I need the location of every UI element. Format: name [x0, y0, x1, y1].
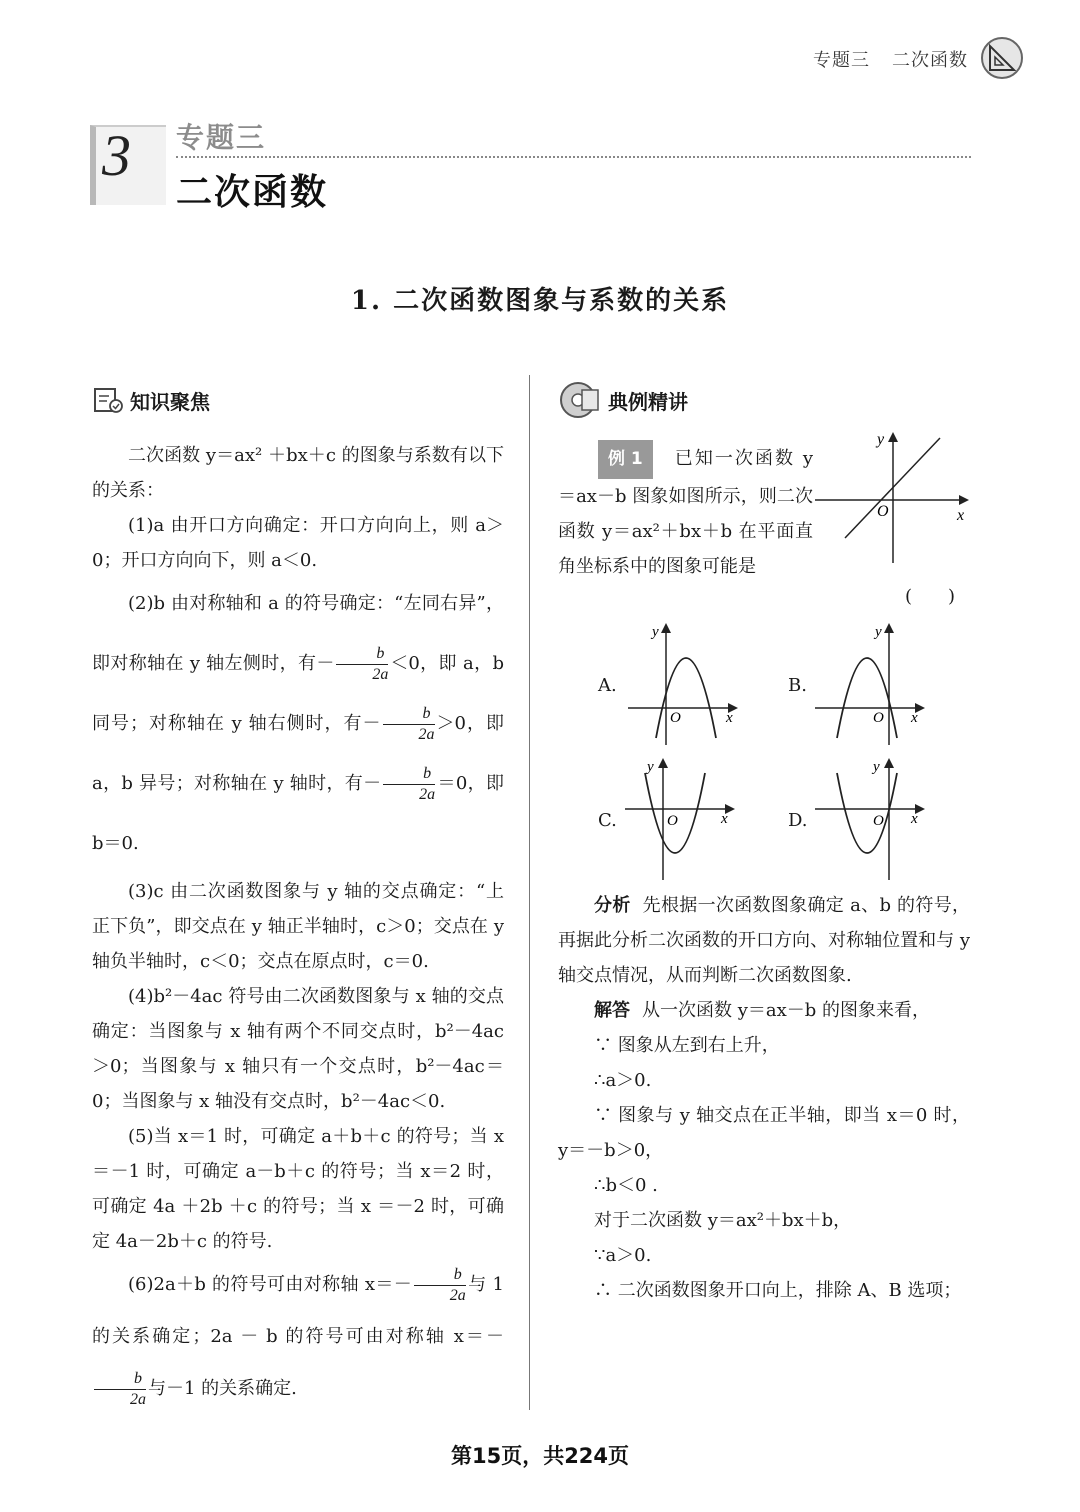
origin-label: O	[670, 710, 681, 726]
fraction-denominator: 2a	[418, 725, 435, 743]
fraction-b-over-2a	[414, 1267, 466, 1304]
solution-step: ∴b＜0 .	[594, 1175, 658, 1196]
chapter-number: 3	[102, 123, 131, 188]
example-1-question: 已知一次函数 y＝ax－b 图象如图所示，则二次函数 y＝ax²＋bx＋b 在平面直角坐标系中的图象可能是	[558, 448, 813, 577]
rule-6-part-a: (6)2a＋b 的符号可由对称轴 x＝－	[128, 1274, 412, 1295]
fraction-b-over-2a	[383, 766, 435, 803]
chapter-subtitle: 专题三	[176, 121, 267, 154]
fraction-denominator: 2a	[372, 665, 389, 683]
rule-3: (3)c 由二次函数图象与 y 轴的交点确定：“上正下负”，即交点在 y 轴正半轴时，c＞0；交点在 y 轴负半轴时，c＜0；交点在原点时，c＝0.	[92, 881, 504, 972]
analysis-label: 分析	[594, 895, 631, 916]
axis-y-label: y	[652, 624, 659, 640]
column-divider	[529, 375, 530, 1410]
axis-x-label: x	[911, 811, 918, 827]
fraction-numerator: b	[383, 706, 435, 725]
answer-blank: ( )	[905, 586, 956, 607]
option-d-label: D.	[788, 810, 808, 831]
running-header-title: 二次函数	[892, 50, 968, 71]
solution-step: ∵ 图象从左到右上升，	[594, 1035, 780, 1056]
solution-step: ∴ 二次函数图象开口向上，排除 A、B 选项；	[594, 1280, 962, 1301]
option-b-label: B.	[788, 675, 807, 696]
axis-y-label: y	[875, 624, 882, 640]
axis-x-label: x	[957, 507, 965, 524]
origin-label: O	[667, 813, 678, 829]
axis-x-label: x	[911, 710, 918, 726]
analysis-solution	[558, 888, 970, 1308]
solution-step: ∴a＞0.	[594, 1070, 652, 1091]
rule-2-part-c: ＞0，即 a，b 异号；对称轴在 y 轴时，有－	[92, 713, 504, 794]
option-a-label: A.	[598, 675, 617, 696]
chapter-divider	[176, 156, 971, 158]
origin-label: O	[873, 813, 884, 829]
origin-label: O	[873, 710, 884, 726]
solution-step: 对于二次函数 y＝ax²＋bx＋b，	[594, 1210, 852, 1231]
rule-2	[92, 574, 504, 874]
option-c-graph	[625, 755, 745, 885]
fraction-b-over-2a	[94, 1371, 146, 1408]
solution-step: ∵a＞0.	[594, 1245, 652, 1266]
axis-y-label: y	[647, 759, 654, 775]
running-header-topic: 专题三	[813, 50, 870, 71]
disc-icon	[558, 380, 602, 420]
option-c-label: C.	[598, 810, 617, 831]
axis-y-label: y	[877, 431, 885, 448]
linear-function-graph	[815, 428, 975, 568]
option-d-graph	[815, 755, 935, 885]
axis-x-label: x	[721, 811, 728, 827]
example-1-text	[558, 440, 813, 584]
page-footer: 第15页，共224页	[450, 1444, 630, 1468]
knowledge-focus-heading	[92, 380, 504, 420]
rule-2-part-b: ＜0，即 a，b 同号；对称轴在 y 轴右侧时，有－	[92, 653, 504, 734]
fraction-numerator: b	[383, 766, 435, 785]
rule-1: (1)a 由开口方向确定：开口方向向上，则 a＞0；开口方向向下，则 a＜0.	[92, 515, 504, 571]
axis-y-label: y	[873, 759, 880, 775]
intro-paragraph: 二次函数 y＝ax² ＋bx＋c 的图象与系数有以下的关系：	[92, 445, 504, 501]
analysis-text: 先根据一次函数图象确定 a、b 的符号，再据此分析二次函数的开口方向、对称轴位置和与 y 轴交点情况，从而判断二次函数图象.	[558, 895, 971, 986]
triangle-ruler-icon	[980, 36, 1024, 80]
solution-text: 从一次函数 y＝ax－b 的图象来看，	[642, 1000, 931, 1021]
fraction-b-over-2a	[336, 646, 388, 683]
rule-5: (5)当 x＝1 时，可确定 a＋b＋c 的符号；当 x＝－1 时，可确定 a－b＋c 的符号；当 x＝2 时，可确定 4a ＋2b ＋c 的符号；当 x ＝－2 时，可确定 4a－2b＋c 的符号.	[92, 1126, 504, 1252]
fraction-b-over-2a	[383, 706, 435, 743]
rule-6-part-b: 与 1 的关系确定；2a － b 的符号可由对称轴 x＝－	[92, 1274, 505, 1347]
running-header	[813, 46, 968, 72]
solution-label: 解答	[594, 1000, 630, 1021]
rule-6	[92, 1259, 504, 1415]
examples-heading	[558, 380, 970, 420]
left-column	[92, 380, 504, 1415]
fraction-denominator: 2a	[449, 1286, 466, 1304]
origin-label: O	[877, 503, 889, 520]
option-b-graph	[815, 620, 935, 750]
fraction-numerator: b	[336, 646, 388, 665]
fraction-denominator: 2a	[419, 785, 436, 803]
rule-4: (4)b²－4ac 符号由二次函数图象与 x 轴的交点确定：当图象与 x 轴有两个不同交点时，b²－4ac＞0；当图象与 x 轴只有一个交点时，b²－4ac＝0；当图象与 x 轴没有交点时，b²－4ac＜0.	[92, 986, 504, 1112]
solution-paragraph	[558, 993, 970, 1028]
examples-title: 典例精讲	[608, 389, 688, 414]
clipboard-check-icon	[92, 385, 124, 415]
option-a-graph	[628, 620, 748, 750]
fraction-numerator: b	[94, 1371, 146, 1390]
rule-6-part-c: 与－1 的关系确定.	[148, 1378, 297, 1399]
analysis-paragraph	[558, 888, 970, 993]
chapter-title: 二次函数	[176, 172, 329, 213]
right-column	[558, 380, 970, 420]
example-1-badge: 例 1	[598, 440, 653, 479]
knowledge-focus-title: 知识聚焦	[130, 389, 210, 414]
fraction-denominator: 2a	[130, 1390, 146, 1408]
rule-2-part-a: (2)b 由对称轴和 a 的符号确定：“左同右异”，即对称轴在 y 轴左侧时，有－	[92, 593, 504, 674]
solution-step: ∵ 图象与 y 轴交点在正半轴，即当 x＝0 时，y＝－b＞0，	[558, 1105, 970, 1161]
fraction-numerator: b	[414, 1267, 466, 1286]
example-1	[558, 440, 813, 584]
section-title: 1. 二次函数图象与系数的关系	[350, 286, 730, 316]
axis-x-label: x	[726, 710, 733, 726]
rule-2-part-d: ＝0，即 b＝0.	[92, 773, 504, 854]
